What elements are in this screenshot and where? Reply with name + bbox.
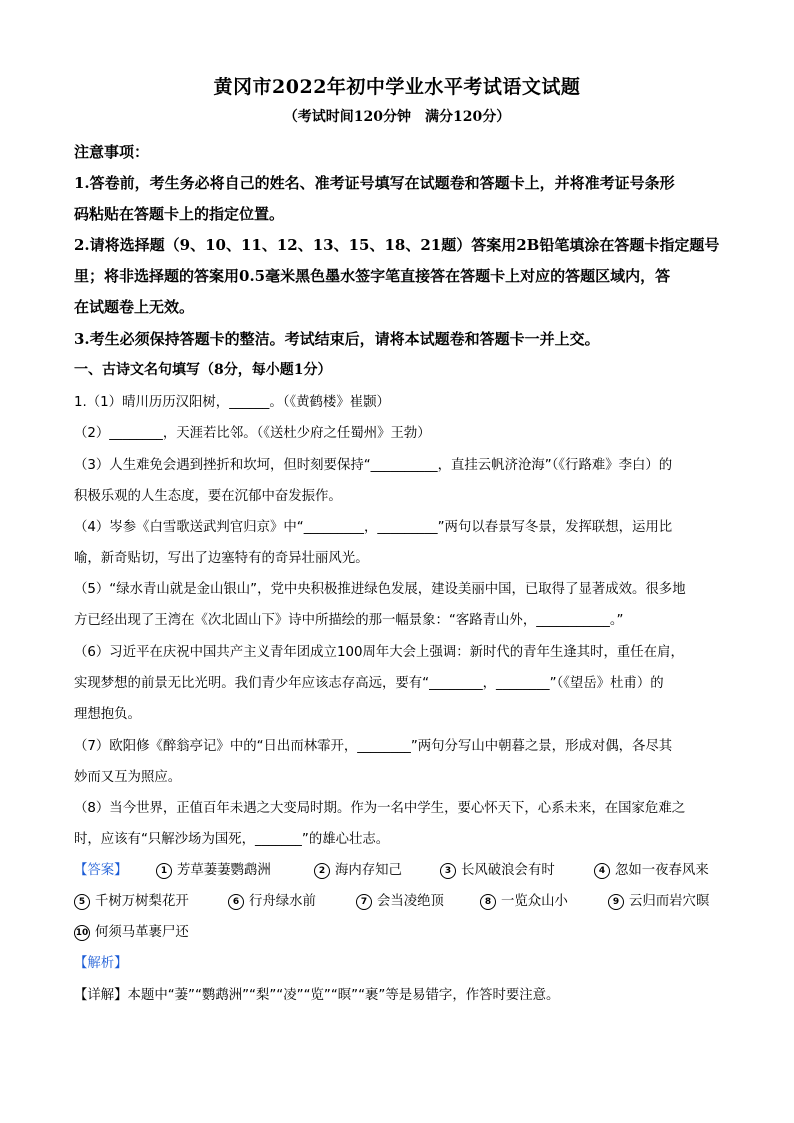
answer-text: 一览众山小 bbox=[501, 894, 568, 909]
answer-item bbox=[356, 890, 444, 910]
question-line: 实现梦想的前景无比光明。我们青少年应该志存高远，要有“________，________”（《望岳》杜甫）的 bbox=[74, 676, 664, 691]
answer-text: 芳草萋萋鹦鹉洲 bbox=[177, 863, 271, 878]
question-line: （8）当今世界，正值百年未遇之大变局时期。作为一名中学生，要心怀天下，心系未来，在国家危难之 bbox=[74, 801, 686, 816]
notice-heading: 注意事项： bbox=[74, 143, 150, 161]
answer-item bbox=[156, 859, 271, 879]
circled-number: 3 bbox=[440, 863, 456, 879]
circled-number: 6 bbox=[228, 894, 244, 910]
question-line: （7）欧阳修《醉翁亭记》中的“日出而林霏开，________”两句分写山中朝暮之景，形成对偶，各尽其 bbox=[74, 739, 673, 754]
answer-item bbox=[594, 859, 709, 879]
question-line: （6）习近平在庆祝中国共产主义青年团成立100周年大会上强调：新时代的青年生逢其时，重任在肩， bbox=[74, 645, 684, 660]
section-heading: 一、古诗文名句填写（8分，每小题1分） bbox=[74, 362, 332, 378]
analysis-detail: 【详解】本题中“萋”“鹦鹉洲”“梨”“凌”“览”“暝”“裹”等是易错字，作答时要注意。 bbox=[74, 988, 560, 1003]
circled-number: 10 bbox=[74, 925, 90, 941]
answer-text: 何须马革裹尸还 bbox=[95, 925, 189, 940]
question-line: 1.（1）晴川历历汉阳树，______。（《黄鹤楼》崔颢） bbox=[74, 395, 390, 410]
circled-number: 4 bbox=[594, 863, 610, 879]
exam-subtitle: （考试时间120分钟 满分120分） bbox=[283, 109, 511, 125]
question-line: （3）人生难免会遇到挫折和坎坷，但时刻要保持“__________，直挂云帆济沧海”（《行路难》李白）的 bbox=[74, 458, 673, 473]
question-line: （5）“绿水青山就是金山银山”，党中央积极推进绿色发展，建设美丽中国，已取得了显著成效。很多地 bbox=[74, 582, 686, 597]
analysis-label: 【解析】 bbox=[74, 956, 128, 971]
circled-number: 7 bbox=[356, 894, 372, 910]
answer-item bbox=[608, 890, 709, 910]
answer-text: 云归而岩穴暝 bbox=[629, 894, 710, 909]
answer-item bbox=[228, 890, 316, 910]
question-line: 时，应该有“只解沙场为国死，_______”的雄心壮志。 bbox=[74, 832, 390, 847]
answer-text: 行舟绿水前 bbox=[249, 894, 316, 909]
notice-line: 3.考生必须保持答题卡的整洁。考试结束后，请将本试题卷和答题卡一并上交。 bbox=[74, 330, 600, 348]
question-line: （4）岑参《白雪歌送武判官归京》中“_________，_________”两句以春景写冬景，发挥联想，运用比 bbox=[74, 520, 673, 535]
notice-line: 码粘贴在答题卡上的指定位置。 bbox=[74, 205, 285, 223]
page-title: 黄冈市2022年初中学业水平考试语文试题 bbox=[213, 76, 581, 98]
circled-number: 9 bbox=[608, 894, 624, 910]
question-line: 妙而又互为照应。 bbox=[74, 770, 182, 785]
circled-number: 1 bbox=[156, 863, 172, 879]
notice-line: 里；将非选择题的答案用0.5毫米黑色墨水签字笔直接答在答题卡上对应的答题区域内，答 bbox=[74, 267, 671, 285]
answer-label: 【答案】 bbox=[74, 863, 128, 878]
answer-text: 忽如一夜春风来 bbox=[615, 863, 709, 878]
answer-text: 千树万树梨花开 bbox=[95, 894, 189, 909]
question-line: 积极乐观的人生态度，要在沉郁中奋发振作。 bbox=[74, 489, 342, 504]
circled-number: 2 bbox=[314, 863, 330, 879]
question-line: 理想抱负。 bbox=[74, 707, 141, 722]
answer-text: 会当凌绝顶 bbox=[377, 894, 444, 909]
answer-item bbox=[314, 859, 402, 879]
notice-line: 1.答卷前，考生务必将自己的姓名、准考证号填写在试题卷和答题卡上，并将准考证号条形 bbox=[74, 174, 675, 192]
notice-line: 2.请将选择题（9、10、11、12、13、15、18、21题）答案用2B铅笔填涂在答题卡指定题号 bbox=[74, 236, 720, 254]
notice-line: 在试题卷上无效。 bbox=[74, 298, 195, 316]
answer-item bbox=[480, 890, 568, 910]
answer-item bbox=[74, 890, 189, 910]
answer-item bbox=[440, 859, 555, 879]
answer-text: 海内存知己 bbox=[335, 863, 402, 878]
answer-item bbox=[74, 921, 189, 941]
question-line: 喻，新奇贴切，写出了边塞特有的奇异壮丽风光。 bbox=[74, 551, 369, 566]
circled-number: 8 bbox=[480, 894, 496, 910]
question-line: 方已经出现了王湾在《次北固山下》诗中所描绘的那一幅景象：“客路青山外，___________。” bbox=[74, 613, 624, 628]
answer-text: 长风破浪会有时 bbox=[461, 863, 555, 878]
circled-number: 5 bbox=[74, 894, 90, 910]
question-line: （2）________，天涯若比邻。（《送杜少府之任蜀州》王勃） bbox=[74, 426, 431, 441]
